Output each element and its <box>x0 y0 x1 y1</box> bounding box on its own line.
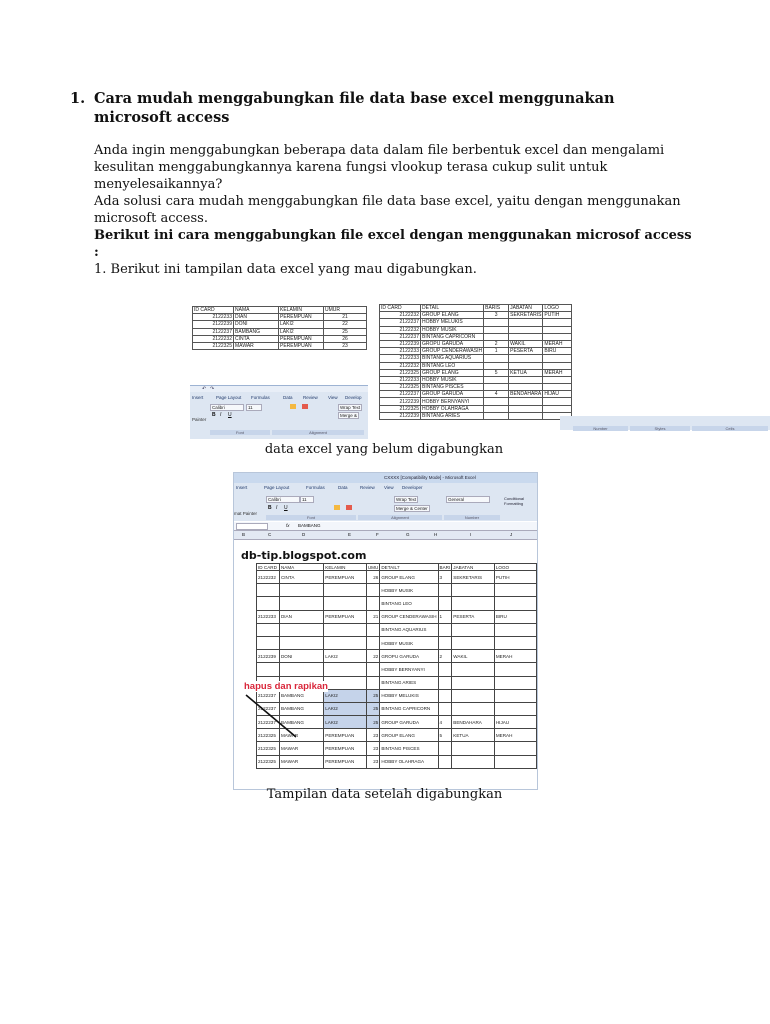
tab-data[interactable]: Data <box>338 485 348 490</box>
tab-page-layout[interactable]: Page Layout <box>264 485 290 490</box>
table-cell: 2122325 <box>257 755 280 768</box>
table-cell: 2122232 <box>380 326 421 333</box>
table-cell <box>509 376 543 383</box>
caption-before: data excel yang belum digabungkan <box>264 442 504 457</box>
tab-data[interactable]: Data <box>283 395 293 400</box>
undo-icon[interactable]: ↶ <box>202 386 207 392</box>
column-letter[interactable]: F <box>376 532 379 537</box>
table-cell: GROUP CENDERAWASIH <box>422 348 483 355</box>
table-cell: MAWAR <box>234 342 279 349</box>
table-cell: HOBBY BERNYANYI <box>421 398 484 405</box>
table-cell: HOBBY MELUKIS <box>380 689 438 702</box>
excel-before-screenshot <box>190 290 735 438</box>
table-cell: PEREMPUAN <box>324 610 367 623</box>
table-cell: 1 <box>484 348 509 355</box>
table-cell: MAWAR <box>279 729 323 742</box>
table-row <box>193 321 367 328</box>
table-cell <box>509 362 543 369</box>
table-header: DETAIL <box>421 305 484 312</box>
table-row <box>380 405 572 412</box>
ribbon-group-styles: Styles <box>630 426 690 431</box>
table-cell: 2122239 <box>380 412 421 419</box>
excel-ribbon <box>190 385 368 439</box>
table-cell: 2122237 <box>257 716 280 729</box>
table-cell: DIAN <box>234 314 279 321</box>
underline-icon[interactable]: U <box>228 412 232 418</box>
table-header: LOGO <box>543 305 572 312</box>
column-letter[interactable]: E <box>348 532 352 537</box>
table-cell: PEREMPUAN <box>324 755 367 768</box>
table-cell: BINTANG LEO <box>421 362 484 369</box>
number-format-select[interactable]: General <box>446 496 490 503</box>
table-cell <box>543 376 572 383</box>
table-row <box>380 384 572 391</box>
table-cell: DONI <box>279 650 323 663</box>
ribbon-group-number: Number <box>573 426 628 431</box>
table-cell: 2122233 <box>380 348 421 355</box>
table-cell: 2122239 <box>257 650 280 663</box>
table-cell <box>543 405 572 412</box>
heading-number: 1. <box>70 90 86 107</box>
table-cell <box>484 333 509 340</box>
table-cell <box>484 405 509 412</box>
table-cell: 5 <box>438 729 452 742</box>
wrap-text-button[interactable]: Wrap Text <box>396 497 417 502</box>
table-cell: HOBBY OLAHRAGA <box>421 405 484 412</box>
tab-insert[interactable]: Insert <box>192 395 204 400</box>
table-cell: GROUP ELANG <box>421 312 484 319</box>
sheet-b-table <box>379 304 572 420</box>
table-cell <box>543 362 572 369</box>
table-cell: PEREMPUAN <box>279 335 324 342</box>
table-cell: HOBBY MUSIK <box>380 584 438 597</box>
table-cell: 2122325 <box>257 742 280 755</box>
table-cell: PEREMPUAN <box>324 729 367 742</box>
table-cell: BINTANG LEO <box>380 597 438 610</box>
table-row <box>380 333 572 340</box>
table-cell: PESERTA <box>452 610 495 623</box>
method-heading: Berikut ini cara menggabungkan file excel dengan menggunakan microsof access : <box>94 228 692 260</box>
table-row <box>380 391 572 398</box>
quick-access-bar <box>190 386 368 392</box>
function-icon[interactable]: fx <box>286 523 290 528</box>
table-cell: 2 <box>484 340 509 347</box>
table-cell <box>484 362 509 369</box>
conditional-formatting-button[interactable]: Conditional Formatting <box>504 496 525 506</box>
table-cell <box>484 376 509 383</box>
table-cell: MERAH <box>494 650 536 663</box>
table-cell <box>484 398 509 405</box>
table-header: ID CARD <box>193 307 234 314</box>
table-cell: 2122325 <box>380 384 421 391</box>
table-cell: LAKI2 <box>324 702 367 715</box>
table-cell: 2122237 <box>380 319 421 326</box>
annotation-label: hapus dan rapikan <box>244 681 328 692</box>
table-cell: 2122237 <box>380 391 421 398</box>
table-cell: 2122237 <box>380 333 421 340</box>
table-cell: BENDAHARA <box>510 391 542 398</box>
column-letter[interactable]: I <box>470 532 472 537</box>
table-cell: 25 <box>366 689 379 702</box>
tab-review[interactable]: Review <box>303 395 318 400</box>
table-cell <box>509 326 543 333</box>
table-cell: 1 <box>438 610 452 623</box>
table-header-row <box>380 305 572 312</box>
table-header: LOGO <box>494 564 536 571</box>
table-cell: 2122239 <box>380 398 421 405</box>
intro-line: kesulitan menggabungkannya karena fungsi vlookup terasa cukup sulit untuk <box>94 160 608 175</box>
table-cell <box>543 319 572 326</box>
underline-icon[interactable]: U <box>284 505 288 511</box>
table-cell: 4 <box>438 716 452 729</box>
table-cell: PEREMPUAN <box>324 571 367 584</box>
table-cell: LAKI2 <box>324 689 367 702</box>
table-cell: 23 <box>324 342 367 349</box>
table-cell <box>509 405 543 412</box>
format-painter-label[interactable]: Painter <box>192 417 207 422</box>
table-cell: 25 <box>324 328 367 335</box>
step-1-text: 1. Berikut ini tampilan data excel yang mau digabungkan. <box>94 262 477 277</box>
font-name-select[interactable]: Calibri <box>266 496 300 503</box>
table-cell: HIJAU <box>494 716 536 729</box>
table-row <box>380 398 572 405</box>
tab-view[interactable]: View <box>328 395 338 400</box>
table-cell: HOBBY MUSIK <box>421 376 484 383</box>
table-cell: GROUP ELANG <box>380 729 438 742</box>
table-cell: BAMBANG <box>279 689 323 702</box>
wrap-text-button[interactable]: Wrap Text <box>340 405 361 410</box>
table-cell: MERAH <box>543 369 572 376</box>
table-header: NAMA <box>234 307 279 314</box>
table-cell: 2122233 <box>380 355 421 362</box>
table-row <box>380 355 572 362</box>
merge-button[interactable]: Merge & <box>340 413 358 418</box>
table-cell: KETUA <box>509 369 543 376</box>
table-cell: LAKI2 <box>279 321 324 328</box>
table-cell: 4 <box>484 391 509 398</box>
column-letter[interactable]: B <box>242 532 246 537</box>
table-cell: GROUP CENDERAWASIH <box>380 610 438 623</box>
table-cell: 21 <box>366 610 379 623</box>
table-header: DETAIL7 <box>380 564 438 571</box>
table-cell <box>509 319 543 326</box>
tab-insert[interactable]: Insert <box>236 485 248 490</box>
table-cell: LAKI2 <box>279 328 324 335</box>
ribbon-group-font: Font <box>210 430 270 435</box>
heading-title: Cara mudah menggabungkan file data base excel menggunakan microsoft access <box>94 90 615 126</box>
fill-color-icon[interactable] <box>290 404 296 409</box>
table-cell: 2122233 <box>193 314 234 321</box>
table-cell <box>509 355 543 362</box>
table-cell: 3 <box>484 312 509 319</box>
table-cell: HOBBY MUSIK <box>380 636 438 649</box>
tab-review[interactable]: Review <box>360 485 375 490</box>
table-cell <box>484 355 509 362</box>
intro-line: Anda ingin menggabungkan beberapa data dalam file berbentuk excel dan mengalami <box>94 143 665 158</box>
table-row <box>193 335 367 342</box>
table-header: JABATAN <box>509 305 543 312</box>
table-row <box>380 348 572 355</box>
italic-icon[interactable]: I <box>220 412 222 418</box>
column-letter[interactable]: C <box>268 532 272 537</box>
bold-icon[interactable]: B <box>268 505 272 511</box>
table-cell: 2122233 <box>257 610 280 623</box>
table-cell: HOBBY BERNYANYI <box>380 663 438 676</box>
table-header: KELAMIN <box>279 307 324 314</box>
table-cell: GROUP ELANG <box>421 369 484 376</box>
table-cell: 2122325 <box>257 729 280 742</box>
table-cell: PEREMPUAN <box>279 342 324 349</box>
table-row <box>380 369 572 376</box>
table-cell: BIRU <box>543 348 572 355</box>
table-header: BARIS <box>484 305 509 312</box>
table-cell: WAKIL <box>452 650 495 663</box>
table-cell: 2122233 <box>380 376 421 383</box>
italic-icon[interactable]: I <box>276 505 278 511</box>
table-cell <box>484 319 509 326</box>
table-cell: 2122325 <box>193 342 234 349</box>
column-letter[interactable]: G <box>406 532 410 537</box>
table-cell <box>509 384 543 391</box>
table-cell: 3 <box>438 571 452 584</box>
table-row <box>380 312 572 319</box>
table-cell: PEREMPUAN <box>279 314 324 321</box>
tab-view[interactable]: View <box>384 485 394 490</box>
table-cell: 2122237 <box>193 328 234 335</box>
table-cell: CINTA <box>279 571 323 584</box>
table-cell <box>509 333 543 340</box>
table-row <box>380 376 572 383</box>
intro-line: microsoft access. <box>94 211 208 226</box>
ribbon-group-number: Number <box>444 515 500 520</box>
table-row <box>380 326 572 333</box>
table-cell: 26 <box>366 571 379 584</box>
table-cell <box>509 398 543 405</box>
column-letter[interactable]: D <box>302 532 306 537</box>
table-row <box>193 342 367 349</box>
table-cell: BINTANG PISCES <box>421 384 484 391</box>
tab-formulas[interactable]: Formulas <box>251 395 270 400</box>
table-header: BARI <box>439 564 451 570</box>
table-cell: PEREMPUAN <box>324 742 367 755</box>
table-cell: 22 <box>324 321 367 328</box>
table-cell <box>543 326 572 333</box>
table-cell: BINTANG PISCES <box>380 742 438 755</box>
table-row <box>380 340 572 347</box>
table-cell: KETUA <box>452 729 495 742</box>
table-cell: HOBBY OLAHRAGA <box>380 755 438 768</box>
table-cell: SEKRETARIS <box>452 571 495 584</box>
table-cell: 23 <box>366 755 379 768</box>
table-header: UMU <box>367 564 379 570</box>
table-cell: PUTIH <box>543 312 572 319</box>
annotation-arrow-icon <box>234 473 537 789</box>
table-cell: CINTA <box>234 335 279 342</box>
font-name-select[interactable]: Calibri <box>210 404 244 411</box>
window-title: CXXXX [Compatibility Mode] - Microsoft Excel <box>384 475 476 480</box>
table-header: JABATAN <box>452 564 495 571</box>
sheet-a-table <box>192 306 367 350</box>
table-cell <box>509 412 543 419</box>
table-cell: MAWAR <box>279 755 323 768</box>
table-cell: BINTANG AQUARIUS <box>421 355 484 362</box>
table-cell: DIAN <box>279 610 323 623</box>
column-letter[interactable]: J <box>510 532 513 537</box>
table-cell: 2122325 <box>380 369 421 376</box>
table-header: UMUR <box>324 307 367 314</box>
table-cell: 2122232 <box>193 335 234 342</box>
table-cell <box>484 412 509 419</box>
table-cell: HIJAU <box>543 391 572 398</box>
table-cell: BINTANG ARIES <box>380 676 438 689</box>
table-cell: HOBBY MELUKIS <box>421 319 484 326</box>
table-cell: 2122325 <box>380 405 421 412</box>
formula-input[interactable]: BAMBANG <box>298 523 321 528</box>
format-painter-label[interactable]: mat Painter <box>234 511 258 516</box>
ribbon-group-alignment: Alignment <box>272 430 364 435</box>
table-cell: BAMBANG <box>279 702 323 715</box>
watermark-text: db-tip.blogspot.com <box>241 549 367 562</box>
ribbon-group-alignment: Alignment <box>358 515 442 520</box>
table-cell <box>543 355 572 362</box>
table-header: ID CARD <box>380 305 421 312</box>
bold-icon[interactable]: B <box>212 412 216 418</box>
table-cell: WAKIL <box>509 340 543 347</box>
excel-after-screenshot <box>233 472 538 790</box>
table-cell: 2122239 <box>380 340 421 347</box>
font-color-icon[interactable] <box>302 404 308 409</box>
table-cell: BINTANG CAPRICORN <box>421 333 484 340</box>
table-cell: MAWAR <box>279 742 323 755</box>
table-row <box>380 319 572 326</box>
table-cell: BAMBANG <box>279 716 323 729</box>
table-cell: BIRU <box>494 610 536 623</box>
table-cell: MERAH <box>494 729 536 742</box>
table-cell: BINTANG ARIES <box>421 412 484 419</box>
table-cell: 2122237 <box>257 689 280 702</box>
table-cell: 2122237 <box>257 702 280 715</box>
table-row <box>380 362 572 369</box>
ribbon-group-cells: Cells <box>692 426 768 431</box>
table-cell: MERAH <box>543 340 572 347</box>
table-cell: 5 <box>484 369 509 376</box>
table-row <box>193 328 367 335</box>
table-cell: BINTANG CAPRICORN <box>380 702 438 715</box>
table-cell: BINTANG AQUARIUS <box>380 623 438 636</box>
table-cell: GROUP ELANG <box>380 571 438 584</box>
merge-center-button[interactable]: Merge & Center <box>396 506 428 511</box>
tab-formulas[interactable]: Formulas <box>306 485 325 490</box>
table-cell <box>543 384 572 391</box>
font-size-select[interactable]: 11 <box>246 404 262 411</box>
caption-after: Tampilan data setelah digabungkan <box>266 787 503 802</box>
table-cell: BENDAHARA <box>452 716 495 729</box>
table-cell: 23 <box>366 729 379 742</box>
table-cell <box>484 326 509 333</box>
table-cell: GROUP GARUDA <box>380 716 438 729</box>
table-cell <box>543 333 572 340</box>
table-cell: 2122232 <box>257 571 280 584</box>
table-cell: 26 <box>324 335 367 342</box>
table-cell: SEKRETARIS <box>510 312 542 319</box>
tab-developer[interactable]: Develop <box>345 395 362 400</box>
table-cell: PESERTA <box>509 348 543 355</box>
redo-icon[interactable]: ↷ <box>210 386 215 392</box>
table-cell: 25 <box>366 716 379 729</box>
intro-line: Ada solusi cara mudah menggabungkan file data base excel, yaitu dengan menggunakan <box>94 194 681 209</box>
table-cell <box>543 398 572 405</box>
table-cell: 22 <box>366 650 379 663</box>
table-cell: GROPU GARUDA <box>421 340 484 347</box>
table-cell: PUTIH <box>494 571 536 584</box>
table-cell: 23 <box>366 742 379 755</box>
column-letter[interactable]: H <box>434 532 438 537</box>
tab-developer[interactable]: Developer <box>402 485 423 490</box>
table-cell: HOBBY MUSIK <box>421 326 484 333</box>
tab-page-layout[interactable]: Page Layout <box>216 395 242 400</box>
table-cell: GROPU GARUDA <box>380 650 438 663</box>
table-cell: LAKI2 <box>324 716 367 729</box>
font-size-select[interactable]: 11 <box>300 496 314 503</box>
table-cell: BAMBANG <box>234 328 279 335</box>
table-cell: 2122232 <box>380 312 421 319</box>
table-cell: 2122232 <box>380 362 421 369</box>
table-header: NAMA <box>279 564 323 571</box>
table-row <box>380 412 572 419</box>
table-cell: LAKI2 <box>324 650 367 663</box>
table-cell: 21 <box>324 314 367 321</box>
table-row <box>193 314 367 321</box>
table-cell: 25 <box>366 702 379 715</box>
table-cell: 2122239 <box>193 321 234 328</box>
ribbon-group-font: Font <box>266 515 356 520</box>
table-cell: 2 <box>438 650 452 663</box>
table-cell: DONI <box>234 321 279 328</box>
table-cell <box>484 384 509 391</box>
table-header: ID CARD <box>257 564 280 571</box>
intro-line: menyelesaikannya? <box>94 177 223 192</box>
table-header-row <box>193 307 367 314</box>
table-header: KELAMIN <box>324 564 367 571</box>
table-cell: GROUP GARUDA <box>421 391 484 398</box>
